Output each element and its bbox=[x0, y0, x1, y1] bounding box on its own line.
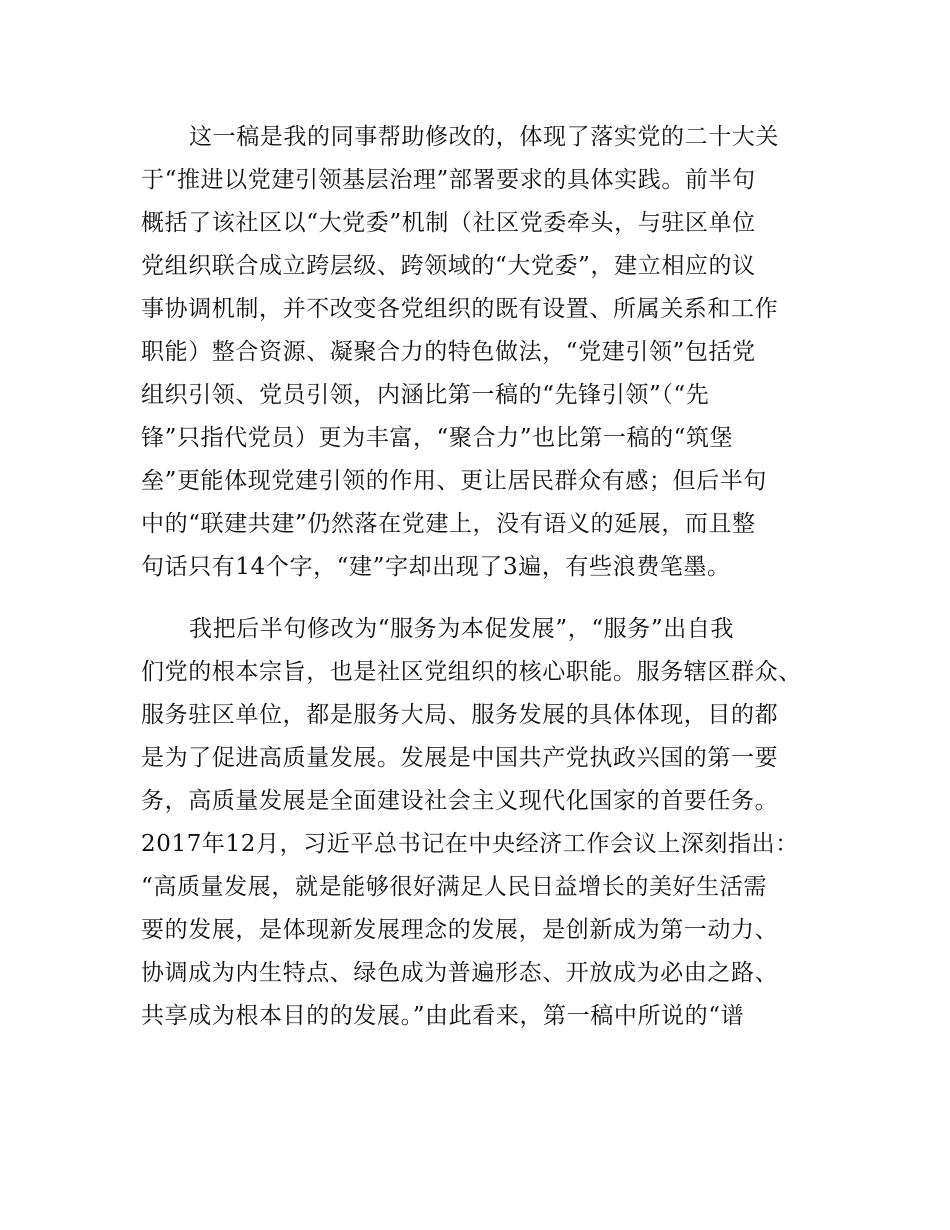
paragraph-line: 这一稿是我的同事帮助修改的，体现了落实党的二十大关 bbox=[189, 124, 779, 150]
paragraph-line: 2017年12月，习近平总书记在中央经济工作会议上深刻指出： bbox=[141, 831, 799, 857]
paragraph-line: 句话只有14个字，“建”字却出现了3遍，有些浪费笔墨。 bbox=[141, 554, 731, 580]
paragraph-line: 概括了该社区以“大党委”机制（社区党委牵头，与驻区单位 bbox=[141, 210, 756, 236]
paragraph-line: 于“推进以党建引领基层治理”部署要求的具体实践。前半句 bbox=[141, 167, 756, 193]
paragraph-line: 要的发展，是体现新发展理念的发展，是创新成为第一动力、 bbox=[141, 917, 779, 943]
paragraph-line: 务，高质量发展是全面建设社会主义现代化国家的首要任务。 bbox=[141, 788, 779, 814]
paragraph-line: 事协调机制，并不改变各党组织的既有设置、所属关系和工作 bbox=[141, 296, 779, 322]
paragraph-line: 是为了促进高质量发展。发展是中国共产党执政兴国的第一要 bbox=[141, 745, 779, 771]
paragraph-2 bbox=[141, 608, 813, 1038]
paragraph-line: 组织引领、党员引领，内涵比第一稿的“先锋引领”（“先 bbox=[141, 382, 710, 408]
paragraph-line: “高质量发展，就是能够很好满足人民日益增长的美好生活需 bbox=[141, 874, 767, 900]
paragraph-line: 我把后半句修改为“服务为本促发展”，“服务”出自我 bbox=[189, 616, 735, 642]
paragraph-line: 职能）整合资源、凝聚合力的特色做法，“党建引领”包括党 bbox=[141, 339, 756, 365]
paragraph-line: 党组织联合成立跨层级、跨领域的“大党委”，建立相应的议 bbox=[141, 253, 756, 279]
paragraph-line: 垒”更能体现党建引领的作用、更让居民群众有感；但后半句 bbox=[141, 468, 767, 494]
paragraph-1 bbox=[141, 116, 813, 589]
paragraph-line: 服务驻区单位，都是服务大局、服务发展的具体体现，目的都 bbox=[141, 702, 779, 728]
paragraph-line: 们党的根本宗旨，也是社区党组织的核心职能。服务辖区群众、 bbox=[141, 659, 802, 685]
paragraph-line: 中的“联建共建”仍然落在党建上，没有语义的延展，而且整 bbox=[141, 511, 756, 537]
paragraph-line: 共享成为根本目的的发展。”由此看来，第一稿中所说的“谱 bbox=[141, 1003, 745, 1029]
paragraph-line: 锋”只指代党员）更为丰富，“聚合力”也比第一稿的“筑堡 bbox=[141, 425, 734, 451]
paragraph-line: 协调成为内生特点、绿色成为普遍形态、开放成为必由之路、 bbox=[141, 960, 779, 986]
